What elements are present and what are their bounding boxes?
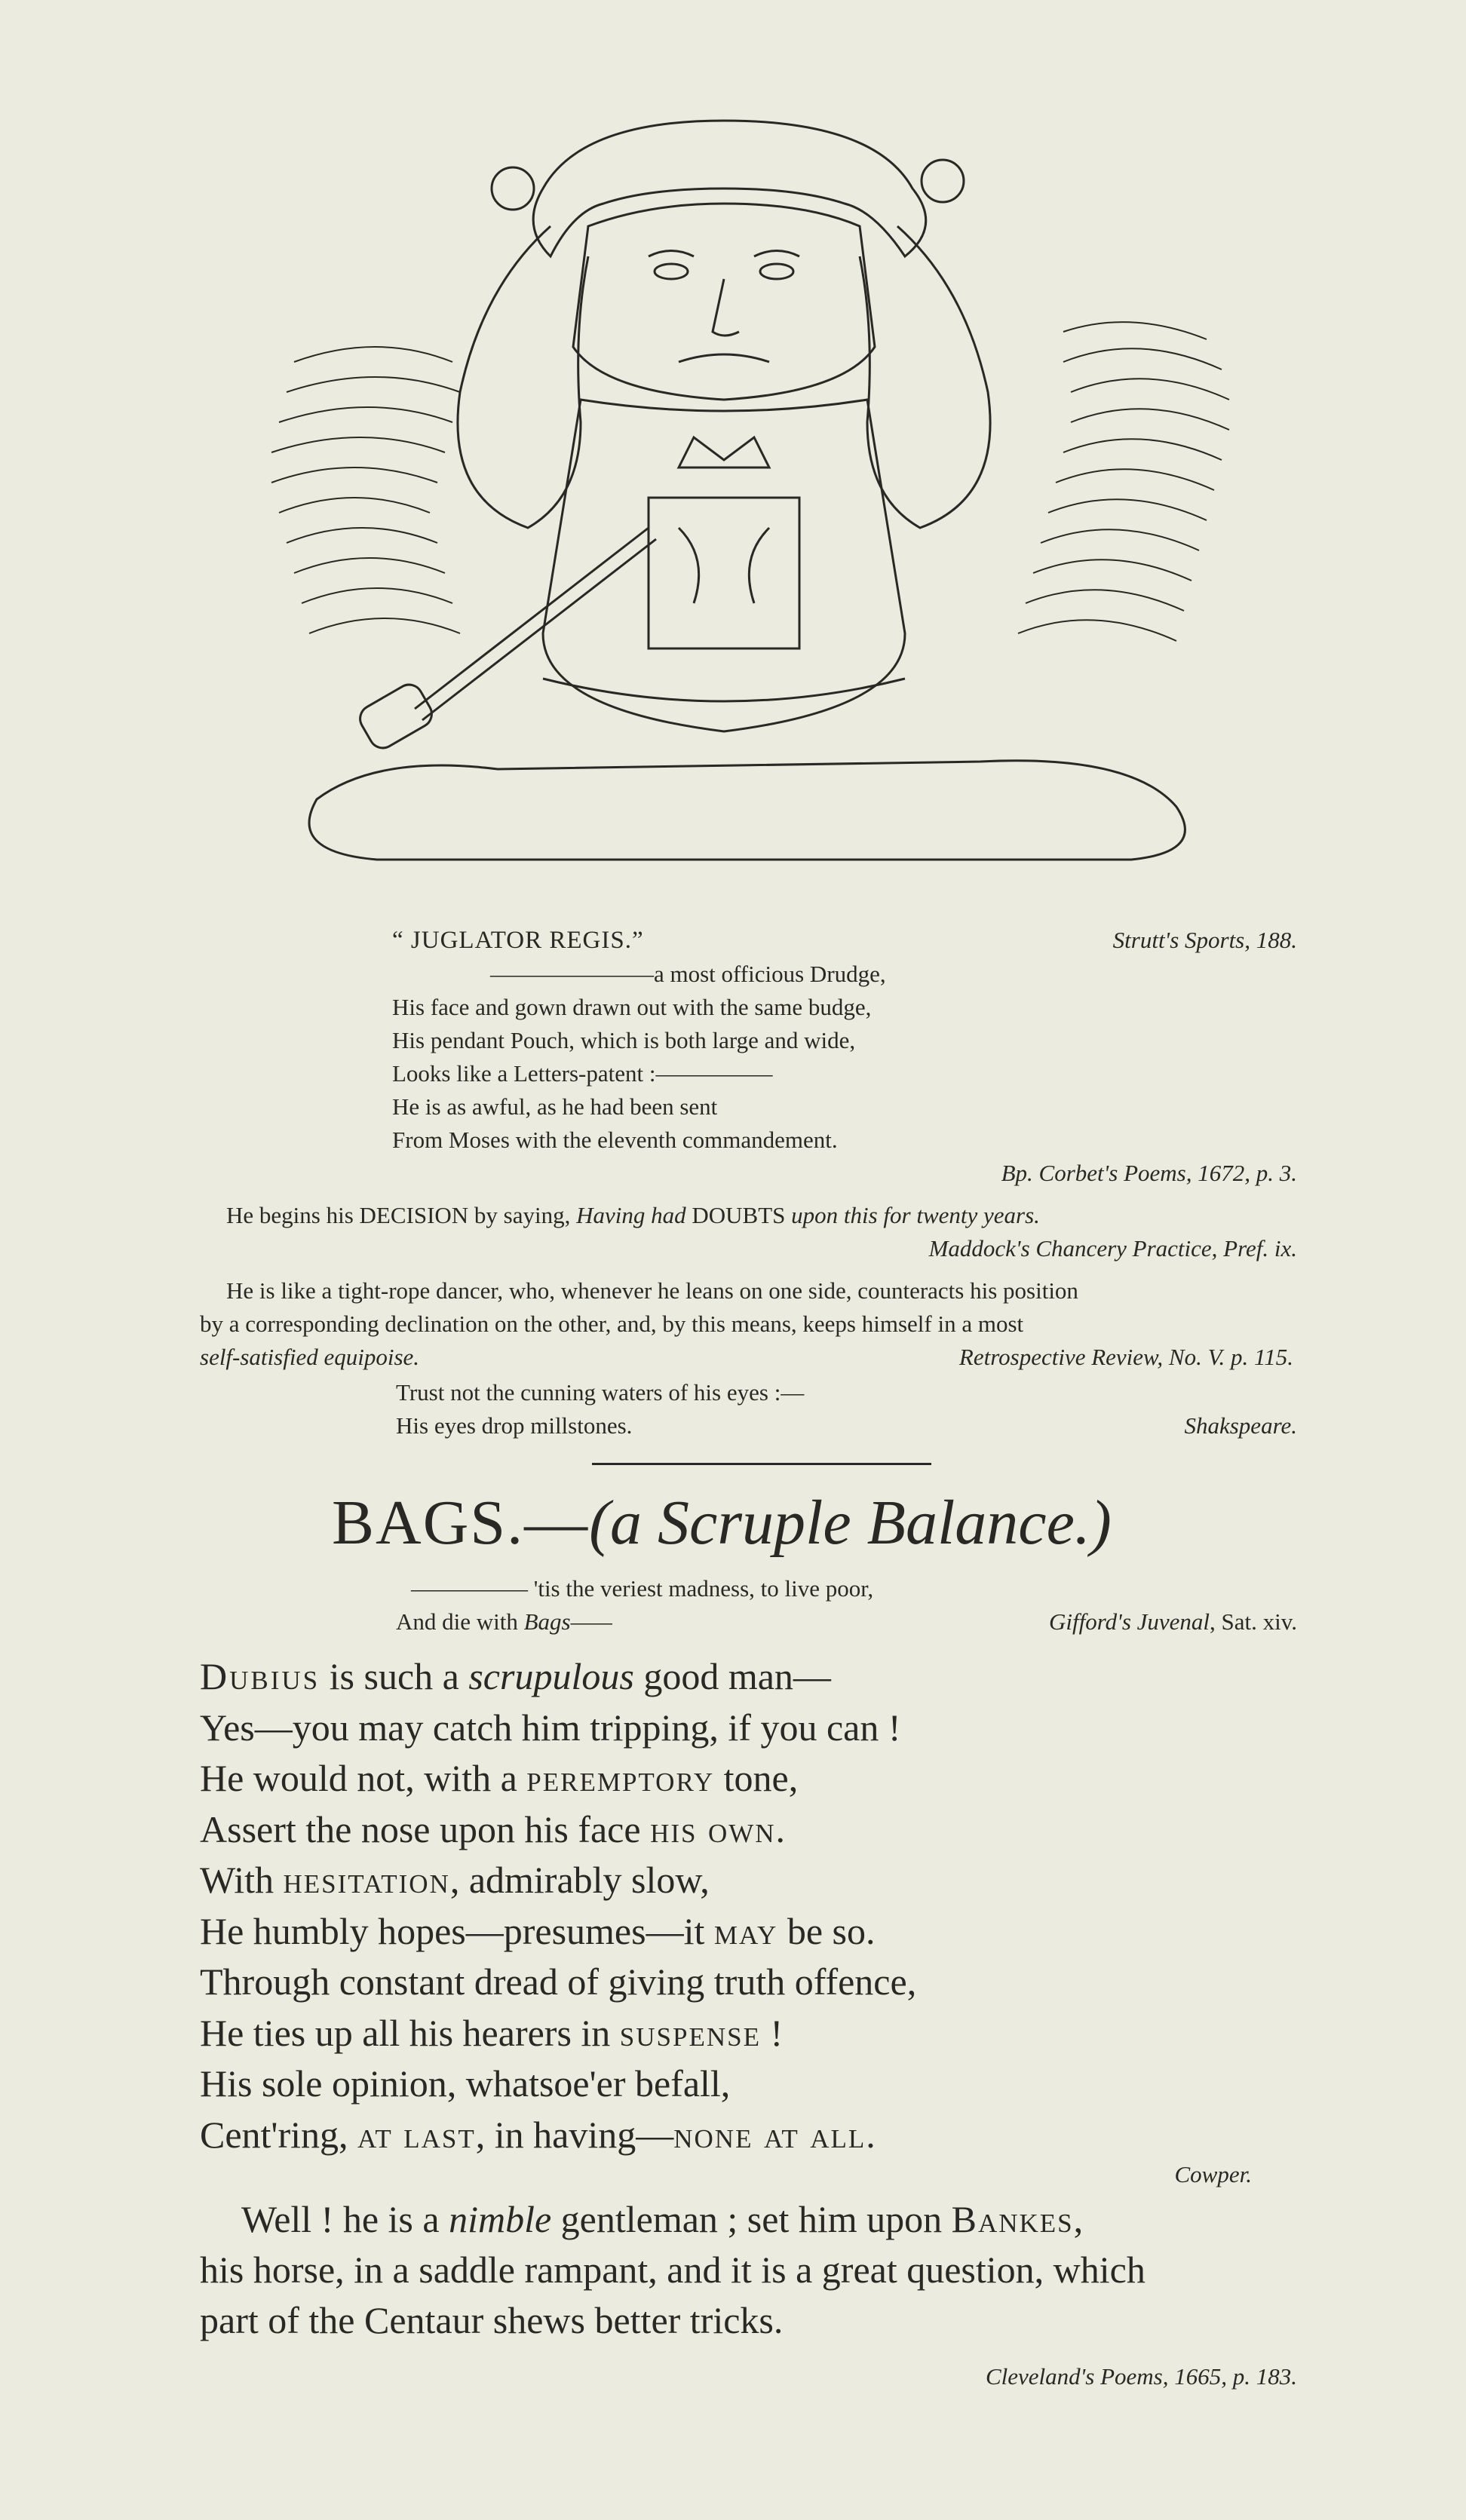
quote-line: His pendant Pouch, which is both large and wide, <box>392 1027 856 1053</box>
wig-figure <box>309 121 1185 860</box>
maddock-quote <box>226 1199 1297 1265</box>
poem-text: be so. <box>777 1909 876 1952</box>
poem-line <box>200 1753 1271 1804</box>
quote-line: Trust not the cunning waters of his eyes :— <box>396 1379 805 1406</box>
quote-source: Retrospective Review, No. V. p. 115. <box>958 1344 1293 1370</box>
quote-line-last <box>200 1341 1305 1374</box>
poem-text: , admirably slow, <box>449 1859 710 1901</box>
epigraph <box>396 1572 1297 1639</box>
quote-line: His eyes drop millstones. <box>396 1412 633 1439</box>
poem-line: Through constant dread of giving truth offence, <box>200 1961 917 2003</box>
poem-text: He humbly hopes—presumes—it <box>200 1909 714 1952</box>
quote-line <box>226 1199 1297 1232</box>
poem-text: He ties up all his hearers in <box>200 2011 620 2054</box>
poem-line: His sole opinion, whatsoe'er befall, <box>200 2062 731 2105</box>
poem-line <box>200 2008 1271 2059</box>
poem-line <box>200 1855 1271 1906</box>
poem-source: Cowper. <box>1174 2161 1252 2187</box>
caption-title: “ JUGLATOR REGIS.” <box>392 927 644 954</box>
poem-name: Dubius <box>200 1655 320 1697</box>
heading-main: BAGS.— <box>332 1488 590 1558</box>
poem-text: , in having— <box>475 2113 674 2156</box>
quote-text: DOUBTS <box>685 1202 792 1228</box>
quote-text: upon this for twenty years. <box>791 1202 1040 1228</box>
poem-line: Yes—you may catch him tripping, if you can ! <box>200 1706 901 1749</box>
prose-line: his horse, in a saddle rampant, and it is a great question, which <box>200 2249 1146 2291</box>
prose-text: Bankes <box>951 2198 1074 2240</box>
section-divider <box>592 1463 931 1465</box>
epigraph-source-title: Gifford's Juvenal <box>1049 1608 1210 1635</box>
poem-text: his own. <box>650 1807 787 1850</box>
caption <box>392 924 1297 954</box>
quote-line: His face and gown drawn out with the same budge, <box>392 994 872 1020</box>
poem <box>200 1651 1271 2160</box>
poem-text: scrupulous <box>468 1655 634 1697</box>
quote-text: He begins his DECISION by saying, <box>226 1202 577 1228</box>
prose-line <box>200 2194 1308 2245</box>
epigraph-text: And die with <box>396 1608 524 1635</box>
cleveland-quote <box>200 2194 1308 2346</box>
epigraph-line-2 <box>396 1605 1297 1639</box>
gavel <box>355 528 656 753</box>
epigraph-line: ————— 'tis the veriest madness, to live poor, <box>411 1575 874 1602</box>
poem-line <box>200 1906 1271 1957</box>
shakspeare-quote <box>396 1376 1297 1442</box>
quote-line: He is like a tight-rope dancer, who, whenever he leans on one side, counteracts his position <box>226 1277 1078 1304</box>
poem-line <box>200 2110 1271 2161</box>
prose-text: , <box>1073 2198 1084 2240</box>
poem-text: at last <box>357 2113 476 2156</box>
heading-sub: (a Scruple Balance.) <box>589 1488 1112 1558</box>
poem-text: ! <box>760 2011 784 2054</box>
quote-text: Having had <box>576 1202 686 1228</box>
poem-text: Assert the nose upon his face <box>200 1807 651 1850</box>
epigraph-source <box>1049 1605 1297 1639</box>
juglator-regis-illustration <box>226 106 1282 920</box>
quote-line-last <box>396 1409 1297 1442</box>
poem-text: may <box>713 1909 778 1952</box>
caption-source: Strutt's Sports, 188. <box>1112 927 1297 953</box>
retrospective-quote <box>200 1274 1305 1374</box>
poem-text: suspense <box>619 2011 761 2054</box>
poem-text: He would not, with a <box>200 1757 527 1799</box>
prose-text: nimble <box>449 2198 552 2240</box>
poem-text: none at all. <box>673 2113 877 2156</box>
quote-line: ———————a most officious Drudge, <box>490 961 886 987</box>
poem-line <box>200 1651 1271 1703</box>
quote-source: Bp. Corbet's Poems, 1672, p. 3. <box>1001 1160 1297 1186</box>
quote-source: Shakspeare. <box>1184 1412 1297 1439</box>
epigraph-text: Bags—— <box>523 1608 612 1635</box>
quote-line: Looks like a Letters-patent :————— <box>392 1060 773 1087</box>
epigraph-source-ref: , Sat. xiv. <box>1210 1608 1297 1635</box>
poem-line <box>200 1804 1271 1856</box>
poem-text: hesitation <box>283 1859 450 1901</box>
quote-line: He is as awful, as he had been sent <box>392 1093 718 1120</box>
cleveland-source: Cleveland's Poems, 1665, p. 183. <box>985 2363 1297 2390</box>
poem-text: With <box>200 1859 284 1901</box>
quote-line: by a corresponding declination on the other, and, by this means, keeps himself in a most <box>200 1311 1024 1337</box>
poem-text: peremptory <box>526 1757 715 1799</box>
corbet-quote <box>392 958 1297 1190</box>
poem-text: good man— <box>633 1655 831 1697</box>
poem-text: is such a <box>320 1655 469 1697</box>
prose-text: gentleman ; set him upon <box>551 2198 952 2240</box>
prose-text: Well ! he is a <box>241 2198 449 2240</box>
section-heading <box>332 1482 1237 1565</box>
poem-text: Cent'ring, <box>200 2113 357 2156</box>
quote-line: self-satisfied equipoise. <box>200 1344 420 1370</box>
poem-text: tone, <box>714 1757 799 1799</box>
quote-line: From Moses with the eleventh commandement. <box>392 1127 838 1153</box>
prose-line: part of the Centaur shews better tricks. <box>200 2299 784 2341</box>
quote-source: Maddock's Chancery Practice, Pref. ix. <box>928 1235 1297 1262</box>
